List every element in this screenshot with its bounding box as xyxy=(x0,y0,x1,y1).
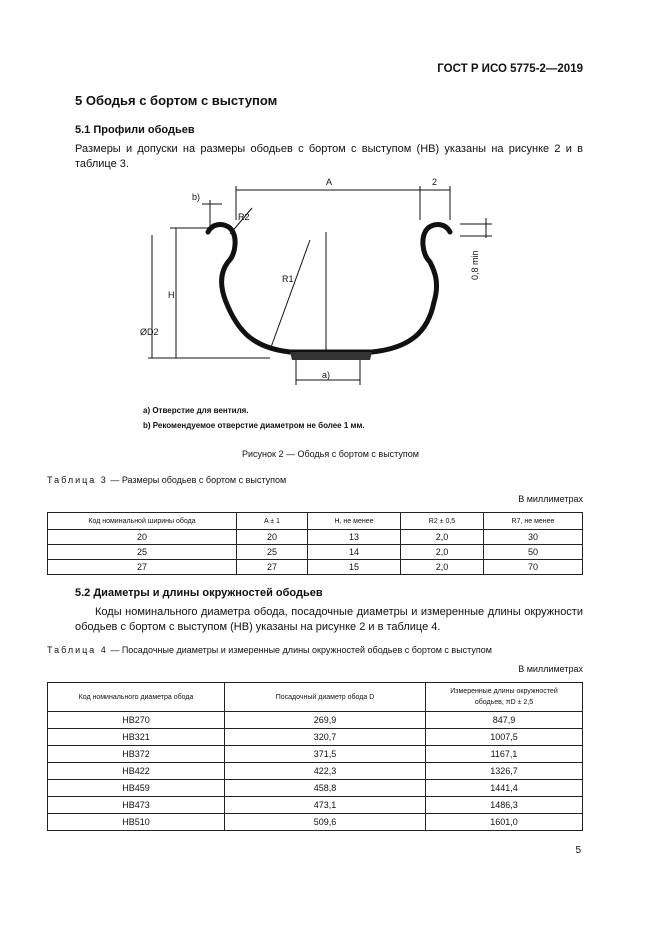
table-3-header: Код номинальной ширины обода xyxy=(48,513,237,530)
table-cell: 30 xyxy=(484,530,583,545)
footnote-a: a) Отверстие для вентиля. xyxy=(143,406,249,415)
table-row xyxy=(48,780,583,797)
table-cell: HB422 xyxy=(48,763,225,780)
table-cell: HB321 xyxy=(48,729,225,746)
table-cell: 15 xyxy=(308,560,401,575)
label-h: H xyxy=(168,290,175,300)
table-cell: 847,9 xyxy=(426,712,583,729)
table-cell: 13 xyxy=(308,530,401,545)
table-cell: HB473 xyxy=(48,797,225,814)
table-cell: 50 xyxy=(484,545,583,560)
table-cell: 2,0 xyxy=(401,560,484,575)
table-cell: 25 xyxy=(48,545,237,560)
section-5-2-title: 5.2 Диаметры и длины окружностей ободьев xyxy=(75,587,323,599)
table-cell: 1007,5 xyxy=(426,729,583,746)
table-4-header: Измеренные длины окружностей ободьев, πD ± 2,5 xyxy=(426,683,583,712)
label-min: 0,8 min xyxy=(470,250,480,280)
table-cell: 422,3 xyxy=(225,763,426,780)
table-3-label: Таблица 3 xyxy=(47,475,108,485)
table-cell: 509,6 xyxy=(225,814,426,831)
table-cell: 2,0 xyxy=(401,545,484,560)
table-3-header: A ± 1 xyxy=(237,513,308,530)
table-row xyxy=(48,545,583,560)
table-cell: 20 xyxy=(237,530,308,545)
table-4-label: Таблица 4 xyxy=(47,645,108,655)
table-cell: 1601,0 xyxy=(426,814,583,831)
table-4-units: В миллиметрах xyxy=(518,664,583,674)
table-4-header: Посадочный диаметр обода D xyxy=(225,683,426,712)
footnote-b: b) Рекомендуемое отверстие диаметром не более 1 мм. xyxy=(143,421,365,430)
table-3-header: R2 ± 0,5 xyxy=(401,513,484,530)
label-b-note: b) xyxy=(192,192,201,202)
table-cell: HB372 xyxy=(48,746,225,763)
table-cell: 371,5 xyxy=(225,746,426,763)
table-cell: 20 xyxy=(48,530,237,545)
table-cell: 473,1 xyxy=(225,797,426,814)
table-cell: HB270 xyxy=(48,712,225,729)
label-a-note: a) xyxy=(322,370,331,380)
table-cell: 70 xyxy=(484,560,583,575)
table-cell: 1167,1 xyxy=(426,746,583,763)
table-4-title: — Посадочные диаметры и измеренные длины окружностей ободьев с бортом с выступом xyxy=(110,645,492,655)
table-row xyxy=(48,729,583,746)
table-row xyxy=(48,746,583,763)
label-two: 2 xyxy=(432,177,438,187)
table-4-caption xyxy=(47,645,492,655)
rim-profile-figure xyxy=(130,170,590,440)
table-cell: 1486,3 xyxy=(426,797,583,814)
table-cell: 269,9 xyxy=(225,712,426,729)
table-4-header: Код номинального диаметра обода xyxy=(48,683,225,712)
label-r1: R1 xyxy=(282,274,294,284)
table-3-header: R7, не менее xyxy=(484,513,583,530)
table-cell: HB510 xyxy=(48,814,225,831)
label-d2: ØD2 xyxy=(140,327,159,337)
table-row xyxy=(48,560,583,575)
table-cell: 458,8 xyxy=(225,780,426,797)
table-cell: 27 xyxy=(237,560,308,575)
table-cell: 1326,7 xyxy=(426,763,583,780)
page-number: 5 xyxy=(575,845,581,856)
figure-caption: Рисунок 2 — Ободья с бортом с выступом xyxy=(242,449,419,459)
section-5-title: 5 Ободья с бортом с выступом xyxy=(75,93,278,108)
table-4 xyxy=(47,682,583,831)
label-r2: R2 xyxy=(238,212,250,222)
table-row xyxy=(48,530,583,545)
table-3-caption xyxy=(47,475,286,485)
document-code: ГОСТ Р ИСО 5775-2—2019 xyxy=(437,63,583,75)
table-cell: 1441,4 xyxy=(426,780,583,797)
table-3-header: H, не менее xyxy=(308,513,401,530)
table-row xyxy=(48,797,583,814)
table-cell: 14 xyxy=(308,545,401,560)
section-5-2-text: Коды номинального диаметра обода, посадочные диаметры и измеренные длины окружности ободьев с бортом с выступом (HB) указаны на рисунке 2 и в таблице 4. xyxy=(75,606,583,633)
table-3-title: — Размеры ободьев с бортом с выступом xyxy=(110,475,287,485)
table-3-units: В миллиметрах xyxy=(518,494,583,504)
table-3 xyxy=(47,512,583,575)
table-row xyxy=(48,712,583,729)
table-row xyxy=(48,814,583,831)
label-a-dim: A xyxy=(326,177,333,187)
table-cell: HB459 xyxy=(48,780,225,797)
section-5-1-title: 5.1 Профили ободьев xyxy=(75,124,195,136)
table-cell: 2,0 xyxy=(401,530,484,545)
table-cell: 27 xyxy=(48,560,237,575)
table-cell: 25 xyxy=(237,545,308,560)
table-cell: 320,7 xyxy=(225,729,426,746)
table-row xyxy=(48,763,583,780)
section-5-1-text: Размеры и допуски на размеры ободьев с бортом с выступом (HB) указаны на рисунке 2 и в таблице 3. xyxy=(75,143,583,170)
